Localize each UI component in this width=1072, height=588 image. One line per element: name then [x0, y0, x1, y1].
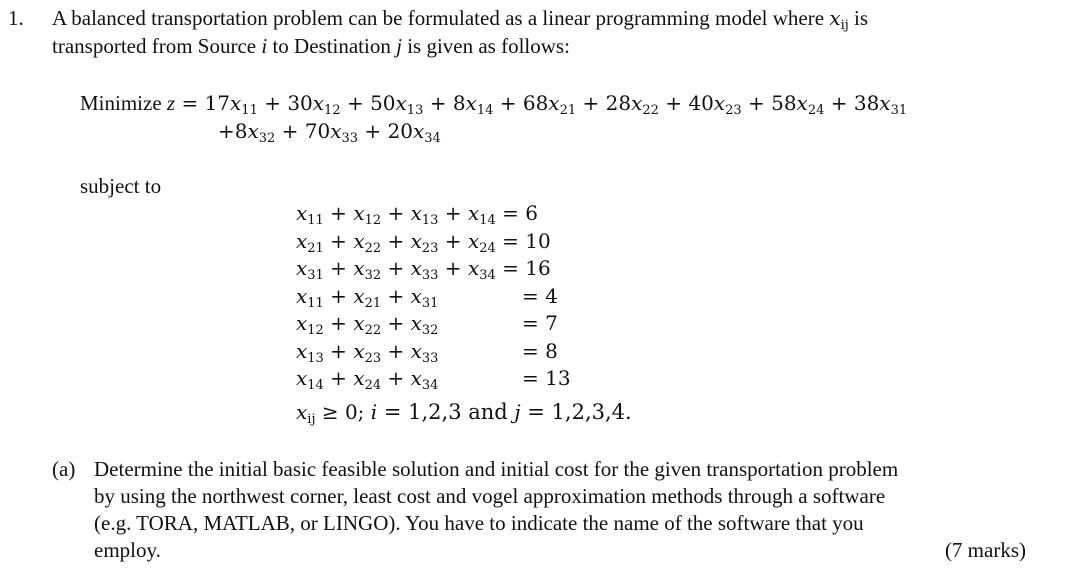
- constraint-lhs: $x_{12} + x_{22} + x_{32}$: [296, 311, 439, 338]
- objective-term: + $58x_{24}$: [741, 91, 825, 118]
- constraint-row: [296, 283, 716, 311]
- objective-term: = $17x_{11}$: [175, 91, 258, 118]
- nonneg-j: = 1,2,3,4.: [520, 400, 632, 424]
- question-intro-line2: transported from Source i to Destination j is given as follows:: [52, 34, 570, 58]
- objective-prefix: Minimize: [80, 91, 167, 115]
- constraint-rhs: = 4: [522, 283, 558, 308]
- intro-text-d: to Destination: [267, 34, 397, 58]
- intro-text-b: is: [848, 6, 869, 30]
- objective-term: + $50x_{13}$: [340, 91, 424, 118]
- constraint-row: [296, 310, 716, 338]
- objective-term: $+8x_{32}$: [218, 119, 276, 146]
- constraint-lhs: $x_{31} + x_{32} + x_{33} + x_{34}$: [296, 256, 496, 283]
- intro-text-a: A balanced transportation problem can be formulated as a linear programming model where: [52, 6, 830, 30]
- intro-text-c: transported from Source: [52, 34, 262, 58]
- objective-var: z: [166, 91, 176, 115]
- constraint-lhs: $x_{11} + x_{12} + x_{13} + x_{14}$: [296, 201, 496, 228]
- part-a-marks: (7 marks): [944, 538, 1026, 562]
- constraint-lhs: $x_{14} + x_{24} + x_{34}$: [296, 366, 439, 393]
- objective-term: + $38x_{31}$: [824, 91, 908, 118]
- constraint-row: [296, 255, 716, 283]
- question-intro-line1: A balanced transportation problem can be formulated as a linear programming model where $x_{ij}$ is: [52, 6, 869, 33]
- objective-term: + $40x_{23}$: [658, 91, 742, 118]
- objective-term: + $28x_{22}$: [576, 91, 659, 118]
- nonneg-cond: ≥ 0;: [315, 400, 371, 424]
- part-a-line3: (e.g. TORA, MATLAB, or LINGO). You have to indicate the name of the software that you: [94, 511, 864, 535]
- objective-term: + $30x_{12}$: [257, 91, 341, 118]
- part-a-label: (a): [52, 457, 76, 481]
- constraint-rhs: = 6: [495, 201, 538, 225]
- part-a-line2: by using the northwest corner, least cost and vogel approximation methods through a software: [94, 484, 886, 508]
- subject-to-label: subject to: [80, 174, 162, 198]
- constraint-rhs: = 8: [522, 338, 558, 363]
- constraint-row: [296, 365, 716, 393]
- nonneg-constraint: $x_{ij} \ge 0$; i = 1,2,3 and j = 1,2,3,4.: [296, 400, 632, 427]
- objective-terms-line2: [218, 118, 441, 145]
- constraint-row: [296, 200, 716, 228]
- objective-term: + $70x_{33}$: [275, 119, 359, 146]
- objective-term: + $20x_{34}$: [358, 119, 441, 146]
- intro-text-e: is given as follows:: [401, 34, 570, 58]
- constraint-rhs: = 10: [495, 228, 551, 253]
- constraint-row: [296, 338, 716, 366]
- objective-term: + $68x_{21}$: [493, 91, 577, 118]
- objective-terms-line1: [175, 91, 908, 118]
- constraints-block: [296, 200, 716, 393]
- constraint-lhs: $x_{13} + x_{23} + x_{33}$: [296, 338, 439, 366]
- objective-term: + $8x_{14}$: [423, 91, 494, 118]
- part-a-line4: employ.: [94, 538, 161, 562]
- part-a-line1: Determine the initial basic feasible solution and initial cost for the given transportation problem: [94, 457, 899, 481]
- question-number: 1.: [8, 6, 24, 30]
- constraint-rhs: = 13: [522, 366, 571, 390]
- constraint-row: [296, 228, 716, 256]
- constraint-lhs: $x_{21} + x_{22} + x_{23} + x_{24}$: [296, 228, 496, 256]
- nonneg-i: = 1,2,3 and: [377, 400, 515, 424]
- constraint-rhs: = 16: [495, 256, 551, 280]
- constraint-rhs: = 7: [522, 311, 558, 335]
- constraint-lhs: $x_{11} + x_{21} + x_{31}$: [296, 283, 439, 311]
- objective-line1: [80, 89, 907, 117]
